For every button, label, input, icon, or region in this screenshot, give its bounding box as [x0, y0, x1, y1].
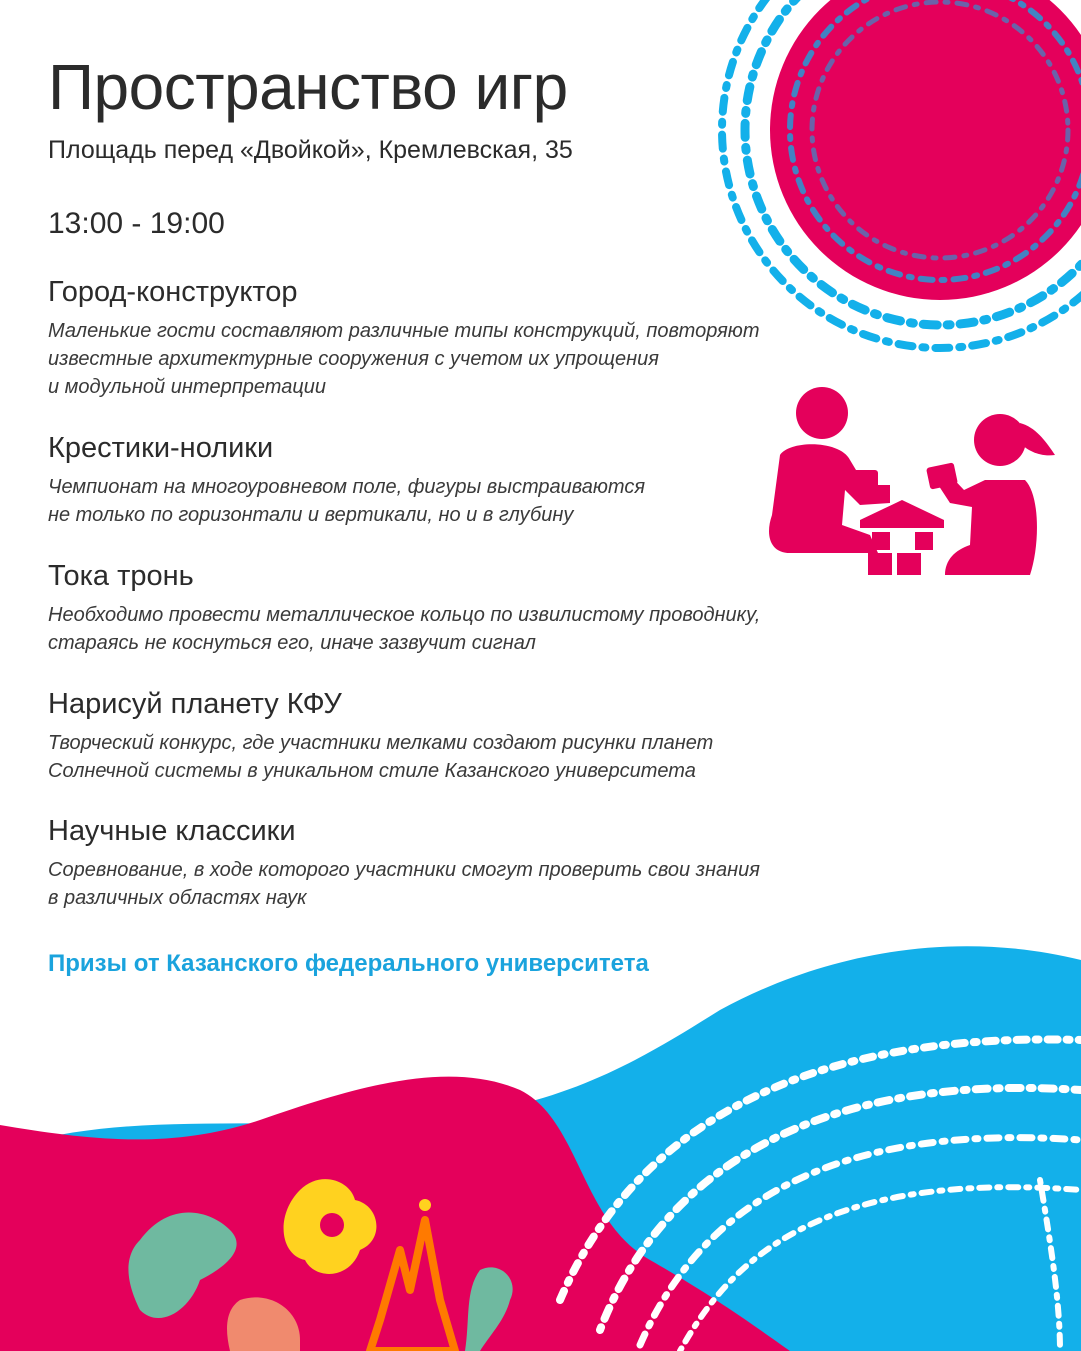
activity-title: Город-конструктор [48, 276, 298, 308]
activity-title: Научные классики [48, 815, 296, 847]
prizes-note: Призы от Казанского федерального университета [48, 950, 649, 977]
activity-title: Крестики-нолики [48, 432, 274, 464]
activity-description: Чемпионат на многоуровневом поле, фигуры выстраиваются не только по горизонтали и вертикали, но и в глубину [48, 476, 646, 526]
activity-item [48, 276, 908, 401]
event-address: Площадь перед «Двойкой», Кремлевская, 35 [48, 136, 573, 164]
activity-description: Творческий конкурс, где участники мелками создают рисунки планет Солнечной системы в уникальном стиле Казанского университета [48, 732, 714, 782]
event-time: 13:00 - 19:00 [48, 207, 225, 240]
activity-item [48, 432, 908, 529]
activity-title: Нарисуй планету КФУ [48, 688, 342, 720]
activity-item [48, 688, 908, 785]
page-title: Пространство игр [48, 51, 568, 123]
activity-item [48, 815, 908, 912]
activity-description: Маленькие гости составляют различные типы конструкций, повторяют известные архитектурные сооружения с учетом их упрощения и модульной интерпретации [48, 320, 760, 398]
activity-title: Тока тронь [48, 560, 194, 592]
activity-description: Соревнование, в ходе которого участники смогут проверить свои знания в различных областях наук [48, 859, 760, 909]
activity-description: Необходимо провести металлическое кольцо по извилистому проводнику, стараясь не коснуться его, иначе зазвучит сигнал [48, 604, 761, 654]
activity-item [48, 560, 908, 657]
